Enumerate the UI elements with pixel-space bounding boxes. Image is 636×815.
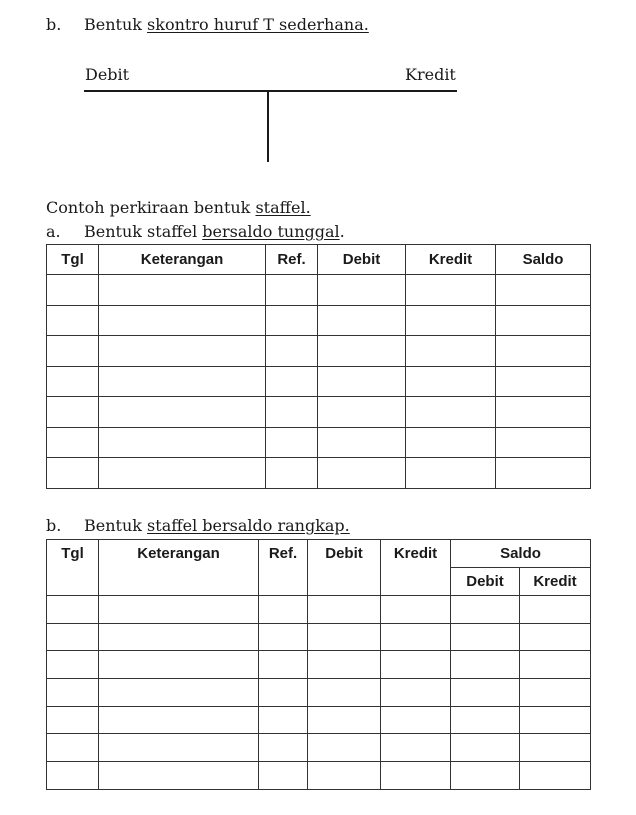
table-cell[interactable]: [496, 427, 591, 458]
table-cell[interactable]: [496, 397, 591, 428]
col-header-saldo-kredit: Kredit: [520, 568, 591, 596]
table-cell[interactable]: [381, 651, 451, 679]
col-header-saldo-debit: Debit: [451, 568, 520, 596]
table-row: [47, 623, 591, 651]
t-account-horizontal-line: [84, 90, 457, 92]
table-cell[interactable]: [406, 336, 496, 367]
table-cell[interactable]: [451, 762, 520, 790]
table-cell[interactable]: [99, 366, 266, 397]
col-header-tgl: Tgl: [47, 245, 99, 275]
table-cell[interactable]: [406, 458, 496, 489]
staffel-single-body: [47, 275, 591, 489]
table-cell[interactable]: [308, 679, 381, 707]
table-cell[interactable]: [47, 762, 99, 790]
table-cell[interactable]: [47, 679, 99, 707]
table-cell[interactable]: [99, 596, 259, 624]
table-cell[interactable]: [451, 706, 520, 734]
table-cell[interactable]: [496, 275, 591, 306]
table-cell[interactable]: [47, 366, 99, 397]
table-cell[interactable]: [318, 275, 406, 306]
table-cell[interactable]: [308, 596, 381, 624]
table-cell[interactable]: [520, 679, 591, 707]
table-cell[interactable]: [520, 734, 591, 762]
table-cell[interactable]: [406, 397, 496, 428]
col-header-tgl: Tgl: [47, 540, 99, 596]
t-account-debit-label: Debit: [85, 65, 130, 84]
table-cell[interactable]: [318, 366, 406, 397]
col-header-kredit: Kredit: [406, 245, 496, 275]
col-header-saldo: Saldo: [451, 540, 591, 568]
table-cell[interactable]: [99, 679, 259, 707]
table-cell[interactable]: [47, 397, 99, 428]
table-cell[interactable]: [381, 706, 451, 734]
table-cell[interactable]: [318, 427, 406, 458]
col-header-kredit: Kredit: [381, 540, 451, 596]
staffel-double-table: [46, 539, 591, 790]
table-row: [47, 458, 591, 489]
t-account-kredit-label: Kredit: [405, 65, 456, 84]
table-cell[interactable]: [451, 623, 520, 651]
table-header-row: [47, 540, 591, 568]
table-cell[interactable]: [266, 275, 318, 306]
table-cell[interactable]: [266, 458, 318, 489]
table-cell[interactable]: [496, 336, 591, 367]
staffel-double-body: [47, 596, 591, 790]
section-t-marker: b.: [46, 15, 62, 34]
section-b-text: Bentuk: [84, 516, 148, 535]
section-t-underlined: skontro huruf T sederhana.: [147, 15, 369, 34]
section-b-heading: [46, 516, 350, 535]
section-a-underlined: bersaldo tunggal: [202, 222, 340, 241]
section-a-text: Bentuk staffel: [84, 222, 203, 241]
table-cell[interactable]: [266, 336, 318, 367]
table-cell[interactable]: [496, 305, 591, 336]
table-cell[interactable]: [47, 623, 99, 651]
table-cell[interactable]: [318, 458, 406, 489]
table-cell[interactable]: [318, 397, 406, 428]
table-cell[interactable]: [406, 366, 496, 397]
table-cell[interactable]: [381, 679, 451, 707]
staffel-intro-text: Contoh perkiraan bentuk: [46, 198, 256, 217]
section-t-heading: [46, 15, 369, 34]
table-row: [47, 397, 591, 428]
table-row: [47, 275, 591, 306]
table-cell[interactable]: [259, 623, 308, 651]
table-cell[interactable]: [318, 305, 406, 336]
table-cell[interactable]: [451, 596, 520, 624]
col-header-ref: Ref.: [266, 245, 318, 275]
col-header-keterangan: Keterangan: [99, 540, 259, 596]
table-cell[interactable]: [520, 651, 591, 679]
t-account-vertical-line: [267, 91, 269, 162]
section-a-suffix: .: [339, 222, 345, 241]
table-cell[interactable]: [308, 623, 381, 651]
table-cell[interactable]: [99, 706, 259, 734]
table-cell[interactable]: [99, 762, 259, 790]
table-cell[interactable]: [47, 734, 99, 762]
section-b-marker: b.: [46, 516, 62, 535]
table-cell[interactable]: [47, 651, 99, 679]
col-header-saldo: Saldo: [496, 245, 591, 275]
table-cell[interactable]: [47, 596, 99, 624]
table-row: [47, 596, 591, 624]
table-row: [47, 305, 591, 336]
table-cell[interactable]: [259, 762, 308, 790]
table-cell[interactable]: [99, 651, 259, 679]
table-row: [47, 762, 591, 790]
table-cell[interactable]: [259, 651, 308, 679]
table-row: [47, 427, 591, 458]
table-cell[interactable]: [99, 305, 266, 336]
table-cell[interactable]: [520, 762, 591, 790]
table-cell[interactable]: [308, 651, 381, 679]
table-cell[interactable]: [381, 734, 451, 762]
table-row: [47, 336, 591, 367]
table-cell[interactable]: [266, 305, 318, 336]
table-cell[interactable]: [47, 305, 99, 336]
table-cell[interactable]: [99, 458, 266, 489]
table-cell[interactable]: [496, 458, 591, 489]
table-cell[interactable]: [259, 706, 308, 734]
table-cell[interactable]: [266, 366, 318, 397]
table-cell[interactable]: [451, 651, 520, 679]
table-cell[interactable]: [520, 596, 591, 624]
table-cell[interactable]: [99, 397, 266, 428]
table-cell[interactable]: [99, 734, 259, 762]
table-cell[interactable]: [99, 427, 266, 458]
table-cell[interactable]: [259, 596, 308, 624]
section-a-marker: a.: [46, 222, 61, 241]
table-cell[interactable]: [406, 427, 496, 458]
table-cell[interactable]: [47, 275, 99, 306]
col-header-keterangan: Keterangan: [99, 245, 266, 275]
table-cell[interactable]: [520, 623, 591, 651]
section-b-underlined: staffel bersaldo rangkap.: [147, 516, 350, 535]
table-cell[interactable]: [259, 734, 308, 762]
table-cell[interactable]: [266, 397, 318, 428]
table-cell[interactable]: [451, 734, 520, 762]
table-row: [47, 706, 591, 734]
table-cell[interactable]: [381, 596, 451, 624]
table-cell[interactable]: [308, 706, 381, 734]
staffel-intro-underlined: staffel.: [255, 198, 311, 217]
table-row: [47, 651, 591, 679]
table-cell[interactable]: [99, 275, 266, 306]
table-cell[interactable]: [406, 305, 496, 336]
table-cell[interactable]: [47, 706, 99, 734]
col-header-debit: Debit: [318, 245, 406, 275]
section-t-text: Bentuk: [84, 15, 148, 34]
table-cell[interactable]: [259, 679, 308, 707]
table-cell[interactable]: [99, 623, 259, 651]
table-row: [47, 734, 591, 762]
table-row: [47, 366, 591, 397]
table-cell[interactable]: [520, 706, 591, 734]
table-cell[interactable]: [381, 623, 451, 651]
table-cell[interactable]: [381, 762, 451, 790]
table-cell[interactable]: [47, 427, 99, 458]
col-header-debit: Debit: [308, 540, 381, 596]
table-cell[interactable]: [308, 734, 381, 762]
table-cell[interactable]: [47, 336, 99, 367]
staffel-single-table: [46, 244, 591, 489]
table-cell[interactable]: [451, 679, 520, 707]
table-row: [47, 679, 591, 707]
col-header-ref: Ref.: [259, 540, 308, 596]
table-cell[interactable]: [308, 762, 381, 790]
table-cell[interactable]: [266, 427, 318, 458]
section-a-heading: [46, 222, 345, 241]
staffel-intro: [46, 198, 311, 217]
table-header-row: [47, 245, 591, 275]
table-cell[interactable]: [318, 336, 406, 367]
table-cell[interactable]: [47, 458, 99, 489]
table-cell[interactable]: [99, 336, 266, 367]
table-cell[interactable]: [496, 366, 591, 397]
table-cell[interactable]: [406, 275, 496, 306]
